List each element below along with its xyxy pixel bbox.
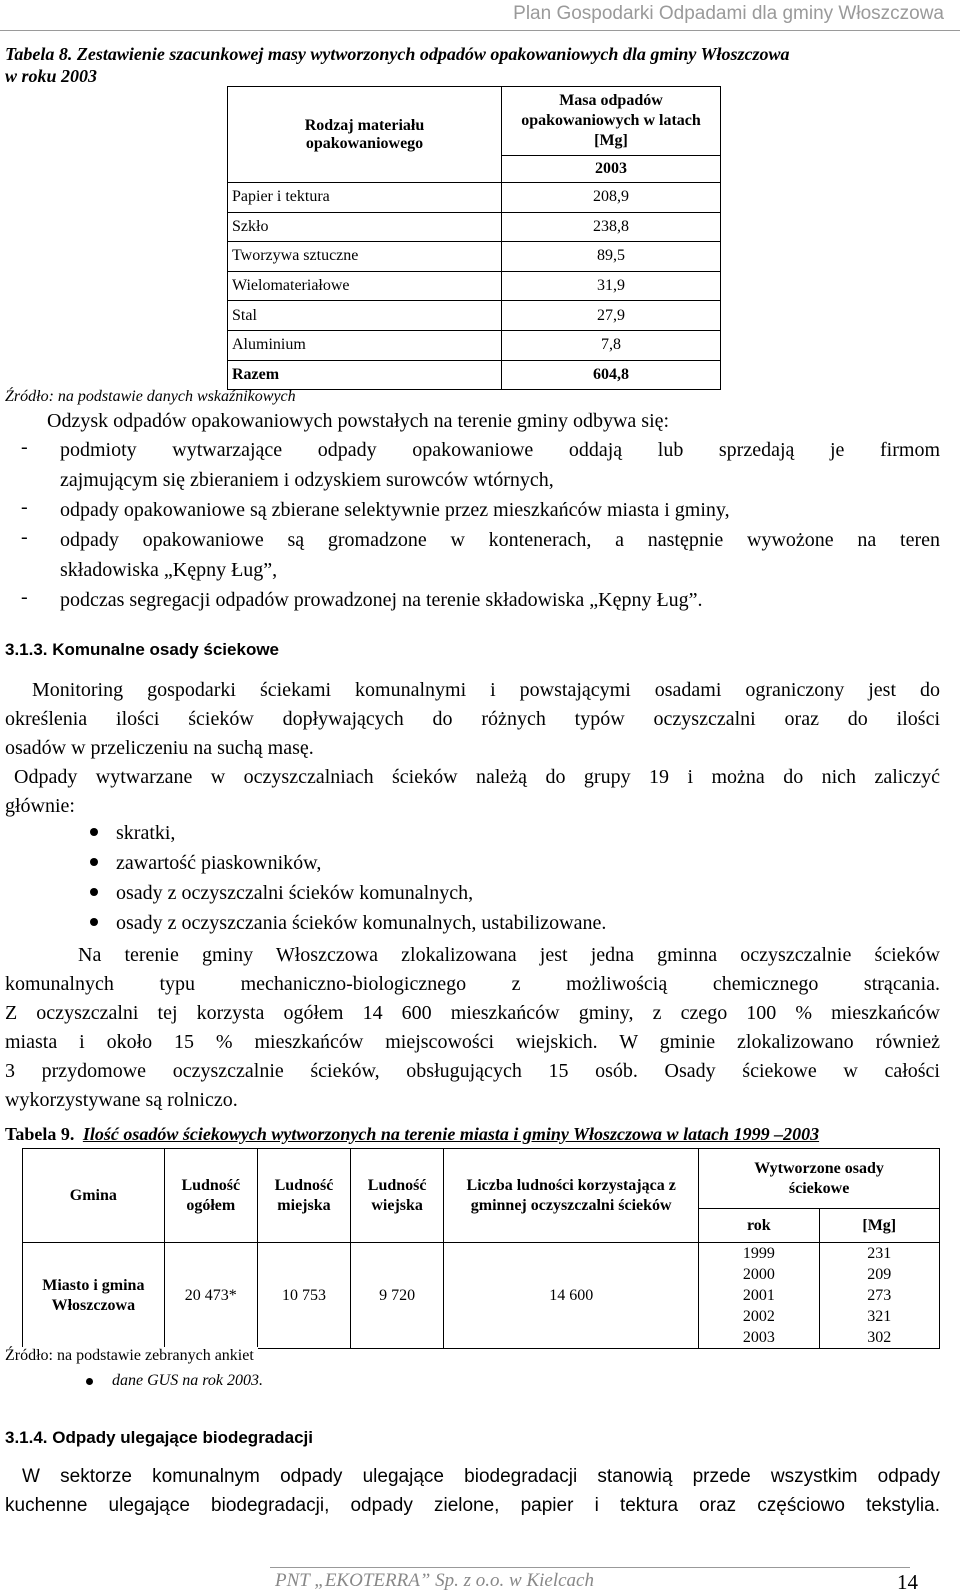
gmina-cell: [23, 1243, 165, 1349]
bullet-text: osady z oczyszczalni ścieków komunalnych,: [116, 882, 474, 904]
h-wiejska-l2: wiejska: [371, 1196, 423, 1214]
recovery-item1-line1: podmioty wytwarzające odpady opakowaniowe oddają lub sprzedają je firmom: [60, 439, 940, 461]
recovery-item1-line2: zajmującym się zbieraniem i odzyskiem surowców wtórnych,: [60, 469, 554, 491]
bullet-item: [116, 912, 606, 935]
year-value: 2001: [742, 1287, 775, 1304]
h-miejska-l2: miejska: [277, 1196, 331, 1214]
header-rule: [0, 30, 960, 31]
note-text: dane GUS na rok 2003.: [112, 1372, 263, 1389]
row-value: 604,8: [502, 360, 721, 390]
h-osady-l2: ściekowe: [788, 1179, 850, 1197]
bullet-dot-icon: [86, 1378, 93, 1385]
gmina-l2: Włoszczowa: [51, 1296, 136, 1314]
dash-marker: -: [21, 586, 28, 608]
row-label: Razem: [228, 360, 502, 390]
recovery-item4: podczas segregacji odpadów prowadzonej na terenie składowiska „Kępny Ług”.: [60, 589, 703, 611]
table9-caption: [5, 1124, 819, 1144]
years-cell: [699, 1243, 819, 1349]
bullet-item: [116, 852, 321, 875]
miejska-cell: 10 753: [257, 1243, 350, 1349]
row-value: 31,9: [502, 271, 721, 301]
s313-p4-line1: Z oczyszczalni tej korzysta ogółem 14 600 mieszkańców gminy, z czego 100 % mieszkańców: [5, 1002, 940, 1024]
h-ogolem-l1: Ludność: [181, 1176, 241, 1194]
liczba-cell: 14 600: [444, 1243, 699, 1349]
col2-header-line1: Masa odpadów: [559, 92, 663, 109]
footer-rule: [270, 1567, 910, 1568]
table-row: [228, 271, 721, 301]
row-value: 7,8: [502, 330, 721, 360]
h-osady-l1: Wytworzone osady: [754, 1159, 884, 1177]
table9-caption-text: Ilość osadów ściekowych wytworzonych na terenie miasta i gminy Włoszczowa w latach 1999 –2003: [82, 1124, 820, 1144]
row-value: 27,9: [502, 301, 721, 331]
row-label: Stal: [228, 301, 502, 331]
s314-line1: W sektorze komunalnym odpady ulegające biodegradacji stanowią przede wszystkim odpady: [22, 1466, 940, 1487]
year-value: 2003: [742, 1329, 775, 1346]
amount-value: 302: [867, 1329, 892, 1346]
amount-value: 321: [867, 1308, 892, 1325]
page-header-title: Plan Gospodarki Odpadami dla gminy Włoszczowa: [513, 3, 944, 24]
h-mg: [Mg]: [819, 1209, 940, 1243]
bullet-text: osady z oczyszczania ścieków komunalnych, ustabilizowane.: [116, 912, 607, 934]
bullet-item: [116, 822, 175, 845]
col2-header-line3: [Mg]: [594, 132, 628, 149]
table8-caption-line1: Tabela 8. Zestawienie szacunkowej masy wytworzonych odpadów opakowaniowych dla gminy Włoszczowa: [5, 44, 790, 64]
table8-col2-header: [502, 87, 721, 156]
table-row: [228, 330, 721, 360]
section-314-heading: 3.1.4. Odpady ulegające biodegradacji: [5, 1428, 314, 1447]
row-value: 208,9: [502, 183, 721, 213]
bullet-dot-icon: [90, 828, 98, 836]
table8-col1-header: [228, 87, 502, 183]
page-number: 14: [897, 1570, 918, 1594]
s313-p3-line2: komunalnych typu mechaniczno-biologicznego z możliwością chemicznego strącania.: [5, 973, 940, 995]
bullet-text: skratki,: [116, 822, 176, 844]
h-miejska-l1: Ludność: [274, 1176, 334, 1194]
table9: [22, 1148, 940, 1349]
row-label: Szkło: [228, 212, 502, 242]
table8: [227, 86, 721, 390]
year-value: 2000: [742, 1266, 775, 1283]
h-rok: rok: [699, 1209, 819, 1243]
col1-header-line1: Rodzaj materiału: [304, 116, 425, 134]
table8-source: Źródło: na podstawie danych wskaźnikowych: [5, 388, 296, 405]
table-row-total: [228, 360, 721, 390]
row-value: 238,8: [502, 212, 721, 242]
table9-caption-label: Tabela 9.: [5, 1124, 75, 1144]
recovery-item3-line2: składowiska „Kępny Ług”,: [60, 559, 278, 581]
s313-p1-line1: Monitoring gospodarki ściekami komunalnymi i powstającymi osadami ograniczony jest do: [32, 679, 940, 701]
amount-value: 231: [867, 1245, 892, 1262]
table9-source: Źródło: na podstawie zebranych ankiet: [5, 1347, 258, 1365]
h-wiejska-l1: Ludność: [367, 1176, 427, 1194]
bullet-dot-icon: [90, 888, 98, 896]
table-row: [228, 242, 721, 272]
row-label: Papier i tektura: [228, 183, 502, 213]
table-row: [228, 212, 721, 242]
s313-p2-line1: Odpady wytwarzane w oczyszczalniach ścieków należą do grupy 19 i można do nich zaliczyć: [14, 766, 940, 788]
s313-p2-line2: głównie:: [5, 795, 75, 817]
s313-p4-line2: miasta i około 15 % mieszkańców miejscowości wiejskich. W gminie zlokalizowano również: [5, 1031, 940, 1053]
row-label: Aluminium: [228, 330, 502, 360]
amount-value: 209: [867, 1266, 892, 1283]
recovery-intro: Odzysk odpadów opakowaniowych powstałych na terenie gminy odbywa się:: [47, 410, 670, 432]
s313-p1-line3: osadów w przeliczeniu na suchą masę.: [5, 737, 314, 759]
h-liczba-l2: gminnej oczyszczalni ścieków: [470, 1196, 672, 1214]
table8-year: 2003: [502, 156, 721, 183]
table8-caption-line2: w roku 2003: [5, 66, 98, 86]
amount-value: 273: [867, 1287, 892, 1304]
wiejska-cell: 9 720: [351, 1243, 444, 1349]
table-row: [23, 1243, 940, 1349]
h-ogolem-l2: ogółem: [186, 1196, 236, 1214]
s313-p3-line1: Na terenie gminy Włoszczowa zlokalizowana jest jedna gminna oczyszczalnie ścieków: [78, 944, 940, 966]
amounts-cell: [819, 1243, 940, 1349]
row-label: Tworzywa sztuczne: [228, 242, 502, 272]
h-gmina: Gmina: [23, 1149, 165, 1243]
h-liczba-l1: Liczba ludności korzystająca z: [466, 1176, 676, 1194]
bullet-text: zawartość piaskowników,: [116, 852, 322, 874]
table-row: [228, 183, 721, 213]
h-liczba: [444, 1149, 699, 1243]
s313-p4-line4: wykorzystywane są rolniczo.: [5, 1089, 238, 1111]
footer-company: PNT „EKOTERRA” Sp. z o.o. w Kielcach: [275, 1570, 594, 1591]
dash-marker: -: [21, 436, 28, 458]
recovery-item3-line1: odpady opakowaniowe są gromadzone w kontenerach, a następnie wywożone na teren: [60, 529, 940, 551]
col1-header-line2: opakowaniowego: [305, 134, 424, 152]
ogolem-cell: 20 473*: [164, 1243, 257, 1349]
table-row: [228, 301, 721, 331]
gmina-l1: Miasto i gmina: [42, 1276, 145, 1294]
col2-header-line2: opakowaniowych w latach: [521, 112, 701, 129]
dash-marker: -: [21, 496, 28, 518]
h-osady: [699, 1149, 940, 1209]
section-313-heading: 3.1.3. Komunalne osady ściekowe: [5, 640, 280, 659]
s313-p4-line3: 3 przydomowe oczyszczalnie ścieków, obsługujących 15 osób. Osady ściekowe w całości: [5, 1060, 940, 1082]
row-label: Wielomateriałowe: [228, 271, 502, 301]
s313-p1-line2: określenia ilości ścieków dopływających do różnych typów oczyszczalni oraz do ilości: [5, 708, 940, 730]
bullet-item: [116, 882, 473, 905]
year-value: 2002: [742, 1308, 775, 1325]
row-value: 89,5: [502, 242, 721, 272]
year-value: 1999: [742, 1245, 775, 1262]
dash-marker: -: [21, 526, 28, 548]
h-wiejska: [351, 1149, 444, 1243]
bullet-dot-icon: [90, 918, 98, 926]
s314-line2: kuchenne ulegające biodegradacji, odpady zielone, papier i tektura oraz częściowo tekstylia.: [5, 1495, 940, 1516]
recovery-item2: odpady opakowaniowe są zbierane selektywnie przez mieszkańców miasta i gminy,: [60, 499, 730, 521]
table9-note: [112, 1372, 263, 1390]
h-ogolem: [164, 1149, 257, 1243]
h-miejska: [257, 1149, 350, 1243]
bullet-dot-icon: [90, 858, 98, 866]
